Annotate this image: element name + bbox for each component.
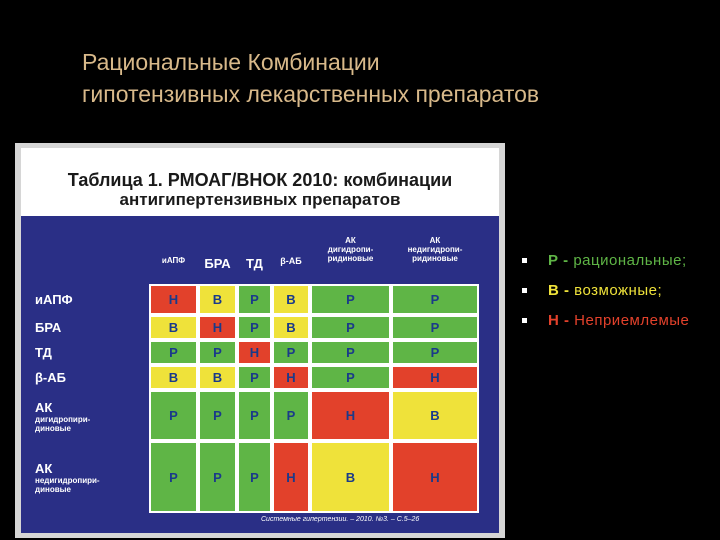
grid-cell: Н bbox=[239, 342, 270, 363]
grid-cell: Н bbox=[274, 443, 308, 511]
legend-code: Р - bbox=[548, 252, 574, 269]
column-header-text: БРА bbox=[204, 256, 231, 271]
legend-text: Неприемлемые bbox=[574, 312, 690, 329]
bullet-icon bbox=[522, 258, 527, 263]
table-title-line1: Таблица 1. РМОАГ/ВНОК 2010: комбинации bbox=[67, 170, 453, 190]
row-header-text: β-АБ bbox=[35, 369, 66, 385]
grid-cell: В bbox=[274, 286, 308, 313]
grid-cell: В bbox=[151, 317, 196, 338]
legend-text: рациональные; bbox=[573, 252, 687, 269]
row-header-text: БРА bbox=[35, 319, 62, 335]
row-header-text: недигидропири- bbox=[35, 476, 100, 485]
column-header bbox=[391, 236, 479, 263]
column-header-text: АК bbox=[429, 236, 441, 245]
slide-title-line2: гипотензивных лекарственных препаратов bbox=[82, 81, 540, 107]
bullet-icon bbox=[522, 318, 527, 323]
row-header bbox=[35, 345, 52, 360]
column-header-text: β-АБ bbox=[280, 256, 302, 266]
grid-cell: Р bbox=[312, 286, 389, 313]
grid-cell: Р bbox=[239, 317, 270, 338]
legend-code: Н - bbox=[548, 312, 575, 329]
column-header bbox=[149, 256, 198, 265]
table-title-line2: антигипертензивных препаратов bbox=[119, 190, 401, 209]
grid-cell: Р bbox=[239, 392, 270, 439]
grid-cell: В bbox=[200, 367, 235, 388]
column-header-text: ридиновые bbox=[412, 254, 458, 263]
column-header-text: ТД bbox=[246, 256, 263, 271]
legend-text: возможные; bbox=[574, 282, 663, 299]
column-header-text: недигидропи- bbox=[407, 245, 463, 254]
row-header bbox=[35, 292, 73, 307]
column-header-text: АК bbox=[345, 236, 356, 245]
grid-cell: Р bbox=[200, 392, 235, 439]
grid-cell: Р bbox=[393, 342, 477, 363]
grid-cell: Р bbox=[239, 286, 270, 313]
grid-cell: В bbox=[312, 443, 389, 511]
row-header bbox=[35, 400, 90, 433]
grid-cell: Р bbox=[239, 443, 270, 511]
grid-cell: Р bbox=[151, 342, 196, 363]
table-footnote: Системные гипертензии. – 2010. №3. – С.5–26 bbox=[261, 516, 420, 523]
grid-cell: Р bbox=[200, 443, 235, 511]
legend-item bbox=[520, 280, 710, 301]
grid-cell: Н bbox=[393, 367, 477, 388]
grid-cell: Р bbox=[274, 392, 308, 439]
table-figure bbox=[15, 143, 505, 538]
table-header bbox=[21, 148, 499, 216]
column-header-text: ридиновые bbox=[327, 254, 374, 263]
slide-title bbox=[82, 46, 682, 110]
row-header-text: АК bbox=[35, 399, 53, 415]
grid-cell: Н bbox=[274, 367, 308, 388]
legend-code: В - bbox=[548, 282, 575, 299]
column-header-text: дигидропи- bbox=[327, 245, 374, 254]
column-header bbox=[237, 256, 272, 271]
grid-cell: Р bbox=[312, 367, 389, 388]
combination-grid bbox=[149, 284, 479, 513]
row-header-text: АК bbox=[35, 461, 53, 476]
grid-cell: Н bbox=[200, 317, 235, 338]
row-header-text: диновые bbox=[35, 423, 71, 433]
grid-cell: В bbox=[151, 367, 196, 388]
slide-title-line1: Рациональные Комбинации bbox=[82, 49, 380, 75]
legend-item bbox=[520, 250, 710, 271]
table-panel bbox=[21, 148, 499, 533]
grid-cell: Р bbox=[393, 317, 477, 338]
column-header-text: иАПФ bbox=[161, 256, 186, 265]
grid-cell: Р bbox=[312, 342, 389, 363]
legend bbox=[520, 250, 710, 340]
grid-cell: Р bbox=[312, 317, 389, 338]
column-header bbox=[198, 256, 237, 271]
grid-cell: Р bbox=[239, 367, 270, 388]
grid-cell: Р bbox=[274, 342, 308, 363]
grid-cell: Н bbox=[312, 392, 389, 439]
grid-cell: Р bbox=[393, 286, 477, 313]
legend-item bbox=[520, 310, 710, 331]
grid-cell: В bbox=[393, 392, 477, 439]
grid-cell: Н bbox=[151, 286, 196, 313]
row-header-text: дигидропири- bbox=[35, 414, 91, 424]
grid-cell: В bbox=[274, 317, 308, 338]
grid-cell: В bbox=[200, 286, 235, 313]
row-header-text: иАПФ bbox=[35, 291, 73, 307]
row-header bbox=[35, 461, 100, 494]
row-header bbox=[35, 320, 61, 335]
row-header-text: ТД bbox=[35, 344, 52, 360]
column-header bbox=[310, 236, 391, 263]
grid-cell: Р bbox=[151, 443, 196, 511]
grid-cell: Р bbox=[151, 392, 196, 439]
row-header bbox=[35, 370, 66, 385]
row-header-text: диновые bbox=[35, 485, 71, 494]
column-header bbox=[272, 256, 310, 266]
grid-cell: Н bbox=[393, 443, 477, 511]
bullet-icon bbox=[522, 288, 527, 293]
grid-cell: Р bbox=[200, 342, 235, 363]
